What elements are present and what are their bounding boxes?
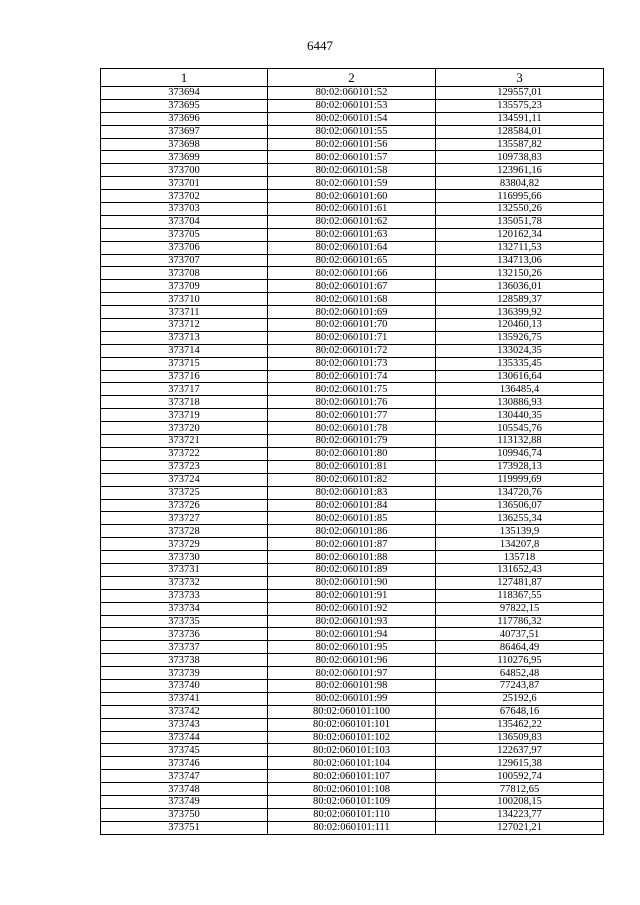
table-row xyxy=(101,99,604,112)
table-row xyxy=(101,615,604,628)
row-number-cell: 373709 xyxy=(101,280,268,293)
value-cell: 109738,83 xyxy=(436,151,604,164)
row-number-cell: 373697 xyxy=(101,125,268,138)
row-number-cell: 373704 xyxy=(101,215,268,228)
value-cell: 136485,4 xyxy=(436,383,604,396)
table-row xyxy=(101,525,604,538)
value-cell: 135575,23 xyxy=(436,99,604,112)
value-cell: 136506,07 xyxy=(436,499,604,512)
value-cell: 67648,16 xyxy=(436,705,604,718)
row-number-cell: 373739 xyxy=(101,667,268,680)
cadastral-number-cell: 80:02:060101:61 xyxy=(268,203,436,216)
row-number-cell: 373748 xyxy=(101,783,268,796)
table-row xyxy=(101,718,604,731)
table-row xyxy=(101,306,604,319)
value-cell: 120460,13 xyxy=(436,319,604,332)
cadastral-number-cell: 80:02:060101:71 xyxy=(268,331,436,344)
value-cell: 134591,11 xyxy=(436,112,604,125)
value-cell: 64852,48 xyxy=(436,667,604,680)
value-cell: 135335,45 xyxy=(436,357,604,370)
row-number-cell: 373711 xyxy=(101,306,268,319)
table-row xyxy=(101,267,604,280)
table-row xyxy=(101,203,604,216)
value-cell: 130440,35 xyxy=(436,409,604,422)
value-cell: 128589,37 xyxy=(436,293,604,306)
table-row xyxy=(101,499,604,512)
table-row xyxy=(101,177,604,190)
row-number-cell: 373728 xyxy=(101,525,268,538)
row-number-cell: 373730 xyxy=(101,551,268,564)
table-row xyxy=(101,576,604,589)
table-row xyxy=(101,808,604,821)
row-number-cell: 373746 xyxy=(101,757,268,770)
row-number-cell: 373696 xyxy=(101,112,268,125)
table-row xyxy=(101,447,604,460)
cadastral-number-cell: 80:02:060101:66 xyxy=(268,267,436,280)
cadastral-number-cell: 80:02:060101:101 xyxy=(268,718,436,731)
table-row xyxy=(101,679,604,692)
value-cell: 77243,87 xyxy=(436,679,604,692)
cadastral-number-cell: 80:02:060101:104 xyxy=(268,757,436,770)
row-number-cell: 373740 xyxy=(101,679,268,692)
value-cell: 173928,13 xyxy=(436,460,604,473)
table-row xyxy=(101,589,604,602)
cadastral-number-cell: 80:02:060101:103 xyxy=(268,744,436,757)
table-row xyxy=(101,319,604,332)
table-row xyxy=(101,331,604,344)
cadastral-number-cell: 80:02:060101:94 xyxy=(268,628,436,641)
row-number-cell: 373741 xyxy=(101,692,268,705)
value-cell: 113132,88 xyxy=(436,435,604,448)
value-cell: 100208,15 xyxy=(436,795,604,808)
row-number-cell: 373747 xyxy=(101,770,268,783)
table-row xyxy=(101,344,604,357)
row-number-cell: 373700 xyxy=(101,164,268,177)
row-number-cell: 373734 xyxy=(101,602,268,615)
cadastral-number-cell: 80:02:060101:70 xyxy=(268,319,436,332)
row-number-cell: 373707 xyxy=(101,254,268,267)
table-row xyxy=(101,563,604,576)
cadastral-number-cell: 80:02:060101:87 xyxy=(268,538,436,551)
row-number-cell: 373723 xyxy=(101,460,268,473)
cadastral-number-cell: 80:02:060101:53 xyxy=(268,99,436,112)
table-row xyxy=(101,460,604,473)
row-number-cell: 373743 xyxy=(101,718,268,731)
table-row xyxy=(101,628,604,641)
cadastral-number-cell: 80:02:060101:110 xyxy=(268,808,436,821)
row-number-cell: 373731 xyxy=(101,563,268,576)
row-number-cell: 373726 xyxy=(101,499,268,512)
value-cell: 130616,64 xyxy=(436,370,604,383)
cadastral-number-cell: 80:02:060101:68 xyxy=(268,293,436,306)
table-row xyxy=(101,770,604,783)
table-row xyxy=(101,125,604,138)
value-cell: 131652,43 xyxy=(436,563,604,576)
value-cell: 127481,87 xyxy=(436,576,604,589)
cadastral-number-cell: 80:02:060101:72 xyxy=(268,344,436,357)
cadastral-number-cell: 80:02:060101:84 xyxy=(268,499,436,512)
table-row xyxy=(101,551,604,564)
row-number-cell: 373695 xyxy=(101,99,268,112)
table-row xyxy=(101,692,604,705)
table-row xyxy=(101,744,604,757)
table-row xyxy=(101,473,604,486)
table-row xyxy=(101,138,604,151)
value-cell: 127021,21 xyxy=(436,821,604,834)
value-cell: 136036,01 xyxy=(436,280,604,293)
row-number-cell: 373705 xyxy=(101,228,268,241)
cadastral-number-cell: 80:02:060101:59 xyxy=(268,177,436,190)
cadastral-number-cell: 80:02:060101:74 xyxy=(268,370,436,383)
value-cell: 135718 xyxy=(436,551,604,564)
cadastral-number-cell: 80:02:060101:57 xyxy=(268,151,436,164)
row-number-cell: 373701 xyxy=(101,177,268,190)
value-cell: 100592,74 xyxy=(436,770,604,783)
row-number-cell: 373718 xyxy=(101,396,268,409)
row-number-cell: 373742 xyxy=(101,705,268,718)
cadastral-number-cell: 80:02:060101:80 xyxy=(268,447,436,460)
table-row xyxy=(101,280,604,293)
column-header-2: 2 xyxy=(268,69,436,87)
table-row xyxy=(101,409,604,422)
cadastral-number-cell: 80:02:060101:79 xyxy=(268,435,436,448)
value-cell: 134223,77 xyxy=(436,808,604,821)
row-number-cell: 373719 xyxy=(101,409,268,422)
value-cell: 135051,78 xyxy=(436,215,604,228)
value-cell: 135926,75 xyxy=(436,331,604,344)
value-cell: 132550,26 xyxy=(436,203,604,216)
value-cell: 129557,01 xyxy=(436,87,604,100)
cadastral-number-cell: 80:02:060101:73 xyxy=(268,357,436,370)
table-row xyxy=(101,602,604,615)
table-row xyxy=(101,190,604,203)
row-number-cell: 373724 xyxy=(101,473,268,486)
cadastral-number-cell: 80:02:060101:109 xyxy=(268,795,436,808)
cadastral-number-cell: 80:02:060101:52 xyxy=(268,87,436,100)
table-row xyxy=(101,151,604,164)
table-row xyxy=(101,112,604,125)
table-row xyxy=(101,821,604,834)
table-row xyxy=(101,783,604,796)
cadastral-number-cell: 80:02:060101:107 xyxy=(268,770,436,783)
cadastral-number-cell: 80:02:060101:85 xyxy=(268,512,436,525)
table-row xyxy=(101,757,604,770)
cadastral-number-cell: 80:02:060101:88 xyxy=(268,551,436,564)
value-cell: 134713,06 xyxy=(436,254,604,267)
value-cell: 116995,66 xyxy=(436,190,604,203)
cadastral-number-cell: 80:02:060101:90 xyxy=(268,576,436,589)
table-row xyxy=(101,654,604,667)
cadastral-number-cell: 80:02:060101:93 xyxy=(268,615,436,628)
row-number-cell: 373727 xyxy=(101,512,268,525)
cadastral-number-cell: 80:02:060101:96 xyxy=(268,654,436,667)
value-cell: 83804,82 xyxy=(436,177,604,190)
cadastral-number-cell: 80:02:060101:82 xyxy=(268,473,436,486)
table-row xyxy=(101,795,604,808)
cadastral-number-cell: 80:02:060101:78 xyxy=(268,422,436,435)
value-cell: 128584,01 xyxy=(436,125,604,138)
cadastral-number-cell: 80:02:060101:97 xyxy=(268,667,436,680)
row-number-cell: 373751 xyxy=(101,821,268,834)
value-cell: 132150,26 xyxy=(436,267,604,280)
row-number-cell: 373744 xyxy=(101,731,268,744)
row-number-cell: 373749 xyxy=(101,795,268,808)
row-number-cell: 373715 xyxy=(101,357,268,370)
cadastral-number-cell: 80:02:060101:55 xyxy=(268,125,436,138)
value-cell: 97822,15 xyxy=(436,602,604,615)
row-number-cell: 373738 xyxy=(101,654,268,667)
value-cell: 109946,74 xyxy=(436,447,604,460)
row-number-cell: 373703 xyxy=(101,203,268,216)
row-number-cell: 373725 xyxy=(101,486,268,499)
value-cell: 135587,82 xyxy=(436,138,604,151)
value-cell: 25192,6 xyxy=(436,692,604,705)
cadastral-number-cell: 80:02:060101:91 xyxy=(268,589,436,602)
row-number-cell: 373750 xyxy=(101,808,268,821)
cadastral-number-cell: 80:02:060101:100 xyxy=(268,705,436,718)
row-number-cell: 373710 xyxy=(101,293,268,306)
value-cell: 135462,22 xyxy=(436,718,604,731)
table-row xyxy=(101,422,604,435)
cadastral-number-cell: 80:02:060101:83 xyxy=(268,486,436,499)
row-number-cell: 373717 xyxy=(101,383,268,396)
cadastral-number-cell: 80:02:060101:62 xyxy=(268,215,436,228)
cadastral-number-cell: 80:02:060101:65 xyxy=(268,254,436,267)
row-number-cell: 373699 xyxy=(101,151,268,164)
row-number-cell: 373735 xyxy=(101,615,268,628)
cadastral-number-cell: 80:02:060101:69 xyxy=(268,306,436,319)
row-number-cell: 373698 xyxy=(101,138,268,151)
cadastral-number-cell: 80:02:060101:67 xyxy=(268,280,436,293)
value-cell: 135139,9 xyxy=(436,525,604,538)
row-number-cell: 373732 xyxy=(101,576,268,589)
value-cell: 136399,92 xyxy=(436,306,604,319)
table-row xyxy=(101,228,604,241)
cadastral-number-cell: 80:02:060101:81 xyxy=(268,460,436,473)
table-row xyxy=(101,538,604,551)
row-number-cell: 373745 xyxy=(101,744,268,757)
value-cell: 120162,34 xyxy=(436,228,604,241)
value-cell: 105545,76 xyxy=(436,422,604,435)
value-cell: 40737,51 xyxy=(436,628,604,641)
value-cell: 134207,8 xyxy=(436,538,604,551)
value-cell: 132711,53 xyxy=(436,241,604,254)
row-number-cell: 373737 xyxy=(101,641,268,654)
table-row xyxy=(101,357,604,370)
cadastral-number-cell: 80:02:060101:108 xyxy=(268,783,436,796)
table-row xyxy=(101,383,604,396)
row-number-cell: 373702 xyxy=(101,190,268,203)
row-number-cell: 373706 xyxy=(101,241,268,254)
value-cell: 130886,93 xyxy=(436,396,604,409)
cadastral-number-cell: 80:02:060101:60 xyxy=(268,190,436,203)
table-row xyxy=(101,164,604,177)
cadastral-number-cell: 80:02:060101:111 xyxy=(268,821,436,834)
cadastral-number-cell: 80:02:060101:76 xyxy=(268,396,436,409)
row-number-cell: 373714 xyxy=(101,344,268,357)
value-cell: 122637,97 xyxy=(436,744,604,757)
table-row xyxy=(101,87,604,100)
value-cell: 136255,34 xyxy=(436,512,604,525)
table-row xyxy=(101,641,604,654)
cadastral-number-cell: 80:02:060101:92 xyxy=(268,602,436,615)
row-number-cell: 373716 xyxy=(101,370,268,383)
cadastral-number-cell: 80:02:060101:58 xyxy=(268,164,436,177)
row-number-cell: 373713 xyxy=(101,331,268,344)
cadastral-number-cell: 80:02:060101:75 xyxy=(268,383,436,396)
value-cell: 77812,65 xyxy=(436,783,604,796)
cadastral-number-cell: 80:02:060101:77 xyxy=(268,409,436,422)
page-number: 6447 xyxy=(307,38,333,53)
value-cell: 86464,49 xyxy=(436,641,604,654)
cadastral-number-cell: 80:02:060101:63 xyxy=(268,228,436,241)
table-header-row xyxy=(101,69,604,87)
table-row xyxy=(101,215,604,228)
cadastral-number-cell: 80:02:060101:86 xyxy=(268,525,436,538)
row-number-cell: 373720 xyxy=(101,422,268,435)
table-body xyxy=(101,87,604,835)
row-number-cell: 373736 xyxy=(101,628,268,641)
value-cell: 110276,95 xyxy=(436,654,604,667)
value-cell: 123961,16 xyxy=(436,164,604,177)
value-cell: 129615,38 xyxy=(436,757,604,770)
data-table xyxy=(100,68,604,835)
table-row xyxy=(101,435,604,448)
cadastral-number-cell: 80:02:060101:54 xyxy=(268,112,436,125)
table-row xyxy=(101,731,604,744)
row-number-cell: 373708 xyxy=(101,267,268,280)
table-row xyxy=(101,512,604,525)
row-number-cell: 373712 xyxy=(101,319,268,332)
table-row xyxy=(101,370,604,383)
value-cell: 134720,76 xyxy=(436,486,604,499)
cadastral-number-cell: 80:02:060101:64 xyxy=(268,241,436,254)
row-number-cell: 373729 xyxy=(101,538,268,551)
row-number-cell: 373694 xyxy=(101,87,268,100)
column-header-1: 1 xyxy=(101,69,268,87)
cadastral-number-cell: 80:02:060101:56 xyxy=(268,138,436,151)
value-cell: 133024,35 xyxy=(436,344,604,357)
value-cell: 136509,83 xyxy=(436,731,604,744)
table-row xyxy=(101,705,604,718)
value-cell: 118367,55 xyxy=(436,589,604,602)
table-row xyxy=(101,241,604,254)
table-row xyxy=(101,486,604,499)
value-cell: 117786,32 xyxy=(436,615,604,628)
table-row xyxy=(101,293,604,306)
cadastral-number-cell: 80:02:060101:95 xyxy=(268,641,436,654)
row-number-cell: 373722 xyxy=(101,447,268,460)
table-row xyxy=(101,254,604,267)
column-header-3: 3 xyxy=(436,69,604,87)
cadastral-number-cell: 80:02:060101:98 xyxy=(268,679,436,692)
table-row xyxy=(101,667,604,680)
value-cell: 119999,69 xyxy=(436,473,604,486)
table-row xyxy=(101,396,604,409)
cadastral-number-cell: 80:02:060101:89 xyxy=(268,563,436,576)
row-number-cell: 373733 xyxy=(101,589,268,602)
cadastral-number-cell: 80:02:060101:102 xyxy=(268,731,436,744)
row-number-cell: 373721 xyxy=(101,435,268,448)
cadastral-number-cell: 80:02:060101:99 xyxy=(268,692,436,705)
